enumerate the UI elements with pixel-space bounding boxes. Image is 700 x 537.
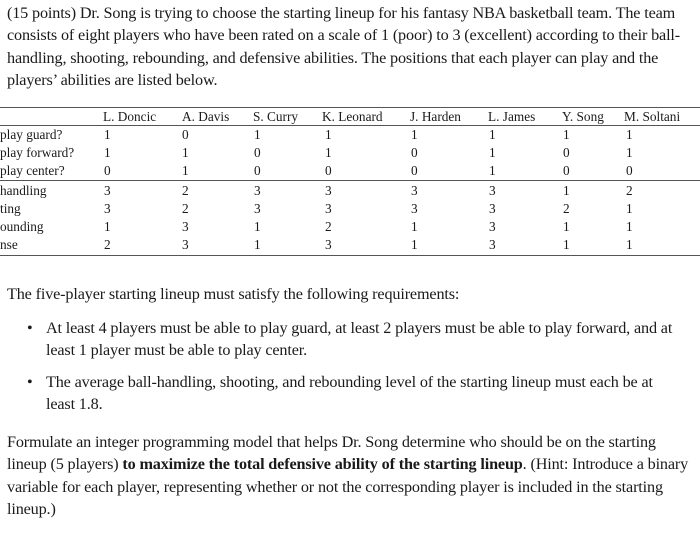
bullet-icon: • (27, 373, 33, 391)
table-cell: 1 (626, 201, 633, 216)
column-header: M. Soltani (624, 109, 681, 124)
table-cell: 1 (104, 145, 111, 160)
table-row (0, 162, 700, 180)
table-section-rule (0, 180, 700, 181)
table-cell: 0 (563, 145, 570, 160)
table-cell: 1 (325, 145, 332, 160)
table-cell: 3 (104, 183, 111, 198)
table-cell: 2 (325, 219, 332, 234)
table-cell: 2 (182, 183, 189, 198)
table-header-row (0, 108, 700, 126)
problem-intro (7, 2, 697, 91)
table-cell: 0 (411, 163, 418, 178)
table-cell: 1 (411, 127, 418, 142)
row-label: nse (0, 237, 18, 252)
table-cell: 3 (411, 201, 418, 216)
table-cell: 1 (489, 163, 496, 178)
table-cell: 3 (489, 219, 496, 234)
table-cell: 2 (182, 201, 189, 216)
requirement-item (27, 317, 676, 362)
table-cell: 0 (182, 127, 189, 142)
table-row (0, 182, 700, 200)
requirement-item (27, 371, 676, 416)
table-row (0, 126, 700, 144)
table-cell: 3 (489, 201, 496, 216)
table-cell: 2 (626, 183, 633, 198)
column-header: L. Doncic (103, 109, 157, 124)
column-header: K. Leonard (322, 109, 383, 124)
table-cell: 3 (254, 201, 261, 216)
table-cell: 3 (104, 201, 111, 216)
table-cell: 1 (626, 219, 633, 234)
table-cell: 1 (563, 219, 570, 234)
table-cell: 1 (411, 219, 418, 234)
row-label: handling (0, 183, 47, 198)
table-row (0, 200, 700, 218)
row-label: play center? (0, 163, 65, 178)
table-row (0, 236, 700, 254)
table-cell: 1 (489, 145, 496, 160)
table-bottom-rule (0, 255, 700, 256)
formulation-task (7, 431, 697, 520)
table-cell: 0 (411, 145, 418, 160)
table-cell: 3 (325, 183, 332, 198)
table-cell: 0 (325, 163, 332, 178)
task-hint: . (Hint: Introduce a binary variable for each player, representing whether or not the corresponding player is included in the starting lineup.) (7, 455, 689, 518)
column-header: A. Davis (182, 109, 230, 124)
row-label: play forward? (0, 145, 75, 160)
table-cell: 1 (626, 237, 633, 252)
table-cell: 3 (325, 237, 332, 252)
row-label: ounding (0, 219, 44, 234)
points-label: (15 points) (7, 4, 76, 22)
table-cell: 1 (563, 237, 570, 252)
table-cell: 1 (254, 127, 261, 142)
column-header: Y. Song (562, 109, 604, 124)
requirement-text: At least 4 players must be able to play guard, at least 2 players must be able to play forward, and at least 1 player must be able to play center. (46, 319, 673, 360)
table-cell: 1 (182, 145, 189, 160)
table-cell: 0 (254, 145, 261, 160)
task-objective-bold: to maximize the total defensive ability of the starting lineup (122, 455, 523, 474)
task-text-1: Formulate an integer programming model that helps Dr. Song determine who should be on the starting lineup (5 players) (7, 433, 656, 474)
column-header: L. James (488, 109, 536, 124)
table-cell: 1 (411, 237, 418, 252)
bullet-icon: • (27, 319, 33, 337)
table-cell: 1 (104, 127, 111, 142)
table-cell: 0 (254, 163, 261, 178)
table-cell: 3 (325, 201, 332, 216)
table-cell: 3 (411, 183, 418, 198)
table-cell: 3 (489, 237, 496, 252)
column-header: S. Curry (253, 109, 299, 124)
row-label: ting (0, 201, 21, 216)
table-row (0, 144, 700, 162)
column-header: J. Harden (410, 109, 461, 124)
table-cell: 1 (325, 127, 332, 142)
row-label: play guard? (0, 127, 63, 142)
table-cell: 3 (254, 183, 261, 198)
table-cell: 2 (104, 237, 111, 252)
table-cell: 1 (254, 237, 261, 252)
table-row (0, 218, 700, 236)
table-cell: 3 (182, 237, 189, 252)
table-cell: 1 (563, 183, 570, 198)
table-cell: 1 (489, 127, 496, 142)
table-cell: 1 (626, 127, 633, 142)
table-cell: 1 (563, 127, 570, 142)
table-cell: 0 (104, 163, 111, 178)
table-cell: 0 (563, 163, 570, 178)
table-cell: 2 (563, 201, 570, 216)
table-cell: 0 (626, 163, 633, 178)
requirements-intro: The five-player starting lineup must satisfy the following requirements: (7, 285, 460, 303)
table-cell: 1 (254, 219, 261, 234)
intro-text: Dr. Song is trying to choose the starting lineup for his fantasy NBA basketball team. The team consists of eight players who have been rated on a scale of 1 (poor) to 3 (excellent) according to their ball-handling, shooting, rebounding, and defensive abilities. The positions that each player can play and the players’ abilities are listed below. (7, 4, 681, 89)
table-cell: 1 (626, 145, 633, 160)
table-cell: 3 (182, 219, 189, 234)
table-cell: 1 (104, 219, 111, 234)
requirement-text: The average ball-handling, shooting, and rebounding level of the starting lineup must each be at least 1.8. (46, 373, 653, 414)
table-cell: 3 (489, 183, 496, 198)
table-cell: 1 (182, 163, 189, 178)
